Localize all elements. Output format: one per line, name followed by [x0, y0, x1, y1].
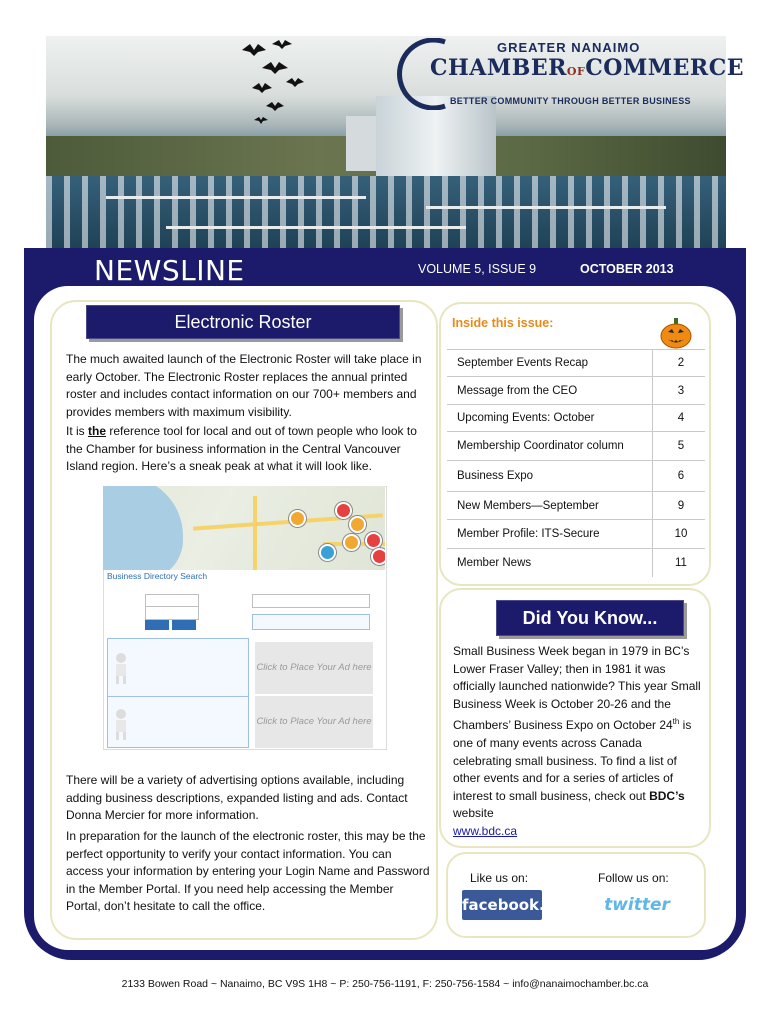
- footer-contact: 2133 Bowen Road ~ Nanaimo, BC V9S 1H8 ~ P: 250-756-1191, F: 250-756-1584 ~ info@nanaimochamber.bc.ca: [121, 978, 649, 990]
- roster-paragraph-2: It is the reference tool for local and out of town people who look to the Chamber for business information in the Central Vancouver Island region. Here’s a sneak peak at what it will look like.: [66, 424, 417, 473]
- toc-item-page: 3: [677, 385, 685, 397]
- did-you-know-text: Small Business Week began in 1979 in BC’s Lower Fraser Valley; then in 1981 it was officially launched nationwide? This year Small Business Week is October 20-26 and the Chambers’ Business Expo on October 24th is one of many events across Canada celebrating small business. To find a list of other events and for a series of articles of interest to small business, check out BDC’s website www.bdc.ca: [453, 644, 701, 838]
- pumpkin-icon: [659, 317, 693, 349]
- toc-item-page: 10: [674, 528, 688, 540]
- logo-main-text: CHAMBEROFCOMMERCE: [430, 55, 744, 81]
- toc-item-label: New Members—September: [457, 500, 599, 512]
- preview-category-field: [252, 594, 370, 608]
- toc-row: [447, 548, 705, 577]
- toc-item-label: Upcoming Events: October: [457, 412, 595, 424]
- toc-row: [447, 349, 705, 377]
- bats-icon: [232, 40, 312, 130]
- masthead-title: NEWSLINE: [94, 254, 245, 287]
- roster-paragraph-1: The much awaited launch of the Electronic Roster will take place in early October. The Electronic Roster replaces the annual printed roster and includes contact information on our 700+ members and provides members with maximum visibility.: [66, 352, 422, 419]
- toc-item-page: 6: [677, 470, 685, 482]
- roster-article-title: Electronic Roster: [86, 305, 400, 339]
- twitter-logo-button[interactable]: twitter: [604, 895, 670, 915]
- person-figure-icon: [110, 708, 132, 740]
- toc-row: [447, 404, 705, 432]
- logo-tagline: BETTER COMMUNITY THROUGH BETTER BUSINESS: [450, 96, 691, 106]
- bdc-website-link[interactable]: www.bdc.ca: [453, 823, 518, 838]
- toc-item-label: Membership Coordinator column: [457, 440, 624, 452]
- preview-alphabet-index: [252, 614, 370, 630]
- toc-row: [447, 431, 705, 461]
- toc-row: [447, 491, 705, 520]
- toc-item-label: Member Profile: ITS-Secure: [457, 528, 600, 540]
- volume-issue: VOLUME 5, ISSUE 9: [418, 262, 537, 276]
- business-directory-search-label: Business Directory Search: [107, 571, 208, 581]
- toc-row: [447, 460, 705, 492]
- preview-search-button: [145, 620, 169, 630]
- did-you-know-title: Did You Know...: [496, 600, 684, 636]
- follow-us-label: Follow us on:: [598, 871, 669, 885]
- ad-placeholder-1: Click to Place Your Ad here: [255, 642, 373, 694]
- like-us-label: Like us on:: [470, 871, 529, 885]
- roster-paragraph-4: In preparation for the launch of the electronic roster, this may be the perfect opportunity to verify your contact information. You can access your information by entering your Login Name and Password in the Member Portal. If you need help accessing the Member Portal, don’t hesitate to call the office.: [66, 829, 430, 913]
- toc-item-page: 4: [677, 412, 685, 424]
- toc-item-label: Message from the CEO: [457, 385, 578, 397]
- person-figure-icon: [110, 652, 132, 684]
- preview-name-field: [145, 606, 199, 620]
- toc-item-label: Business Expo: [457, 470, 534, 482]
- toc-row: [447, 519, 705, 549]
- facebook-logo-button[interactable]: facebook.: [462, 890, 542, 920]
- issue-date: OCTOBER 2013: [580, 262, 674, 276]
- inside-this-issue-heading: Inside this issue:: [452, 316, 554, 330]
- toc-item-page: 5: [677, 440, 685, 452]
- toc-item-page: 9: [677, 500, 685, 512]
- toc-item-label: Member News: [457, 557, 532, 569]
- toc-item-label: September Events Recap: [457, 357, 589, 369]
- toc-column-divider: [652, 349, 653, 577]
- toc-item-page: 2: [677, 357, 685, 369]
- preview-reset-button: [172, 620, 196, 630]
- toc-item-page: 11: [675, 557, 687, 569]
- ad-placeholder-2: Click to Place Your Ad here: [255, 696, 373, 748]
- logo-top-text: GREATER NANAIMO: [497, 40, 641, 55]
- preview-map: [103, 486, 385, 570]
- toc-row: [447, 376, 705, 405]
- roster-paragraph-3: There will be a variety of advertising options available, including adding business descriptions, expanded listing and ads. Contact Donna Mercier for more information.: [66, 773, 408, 822]
